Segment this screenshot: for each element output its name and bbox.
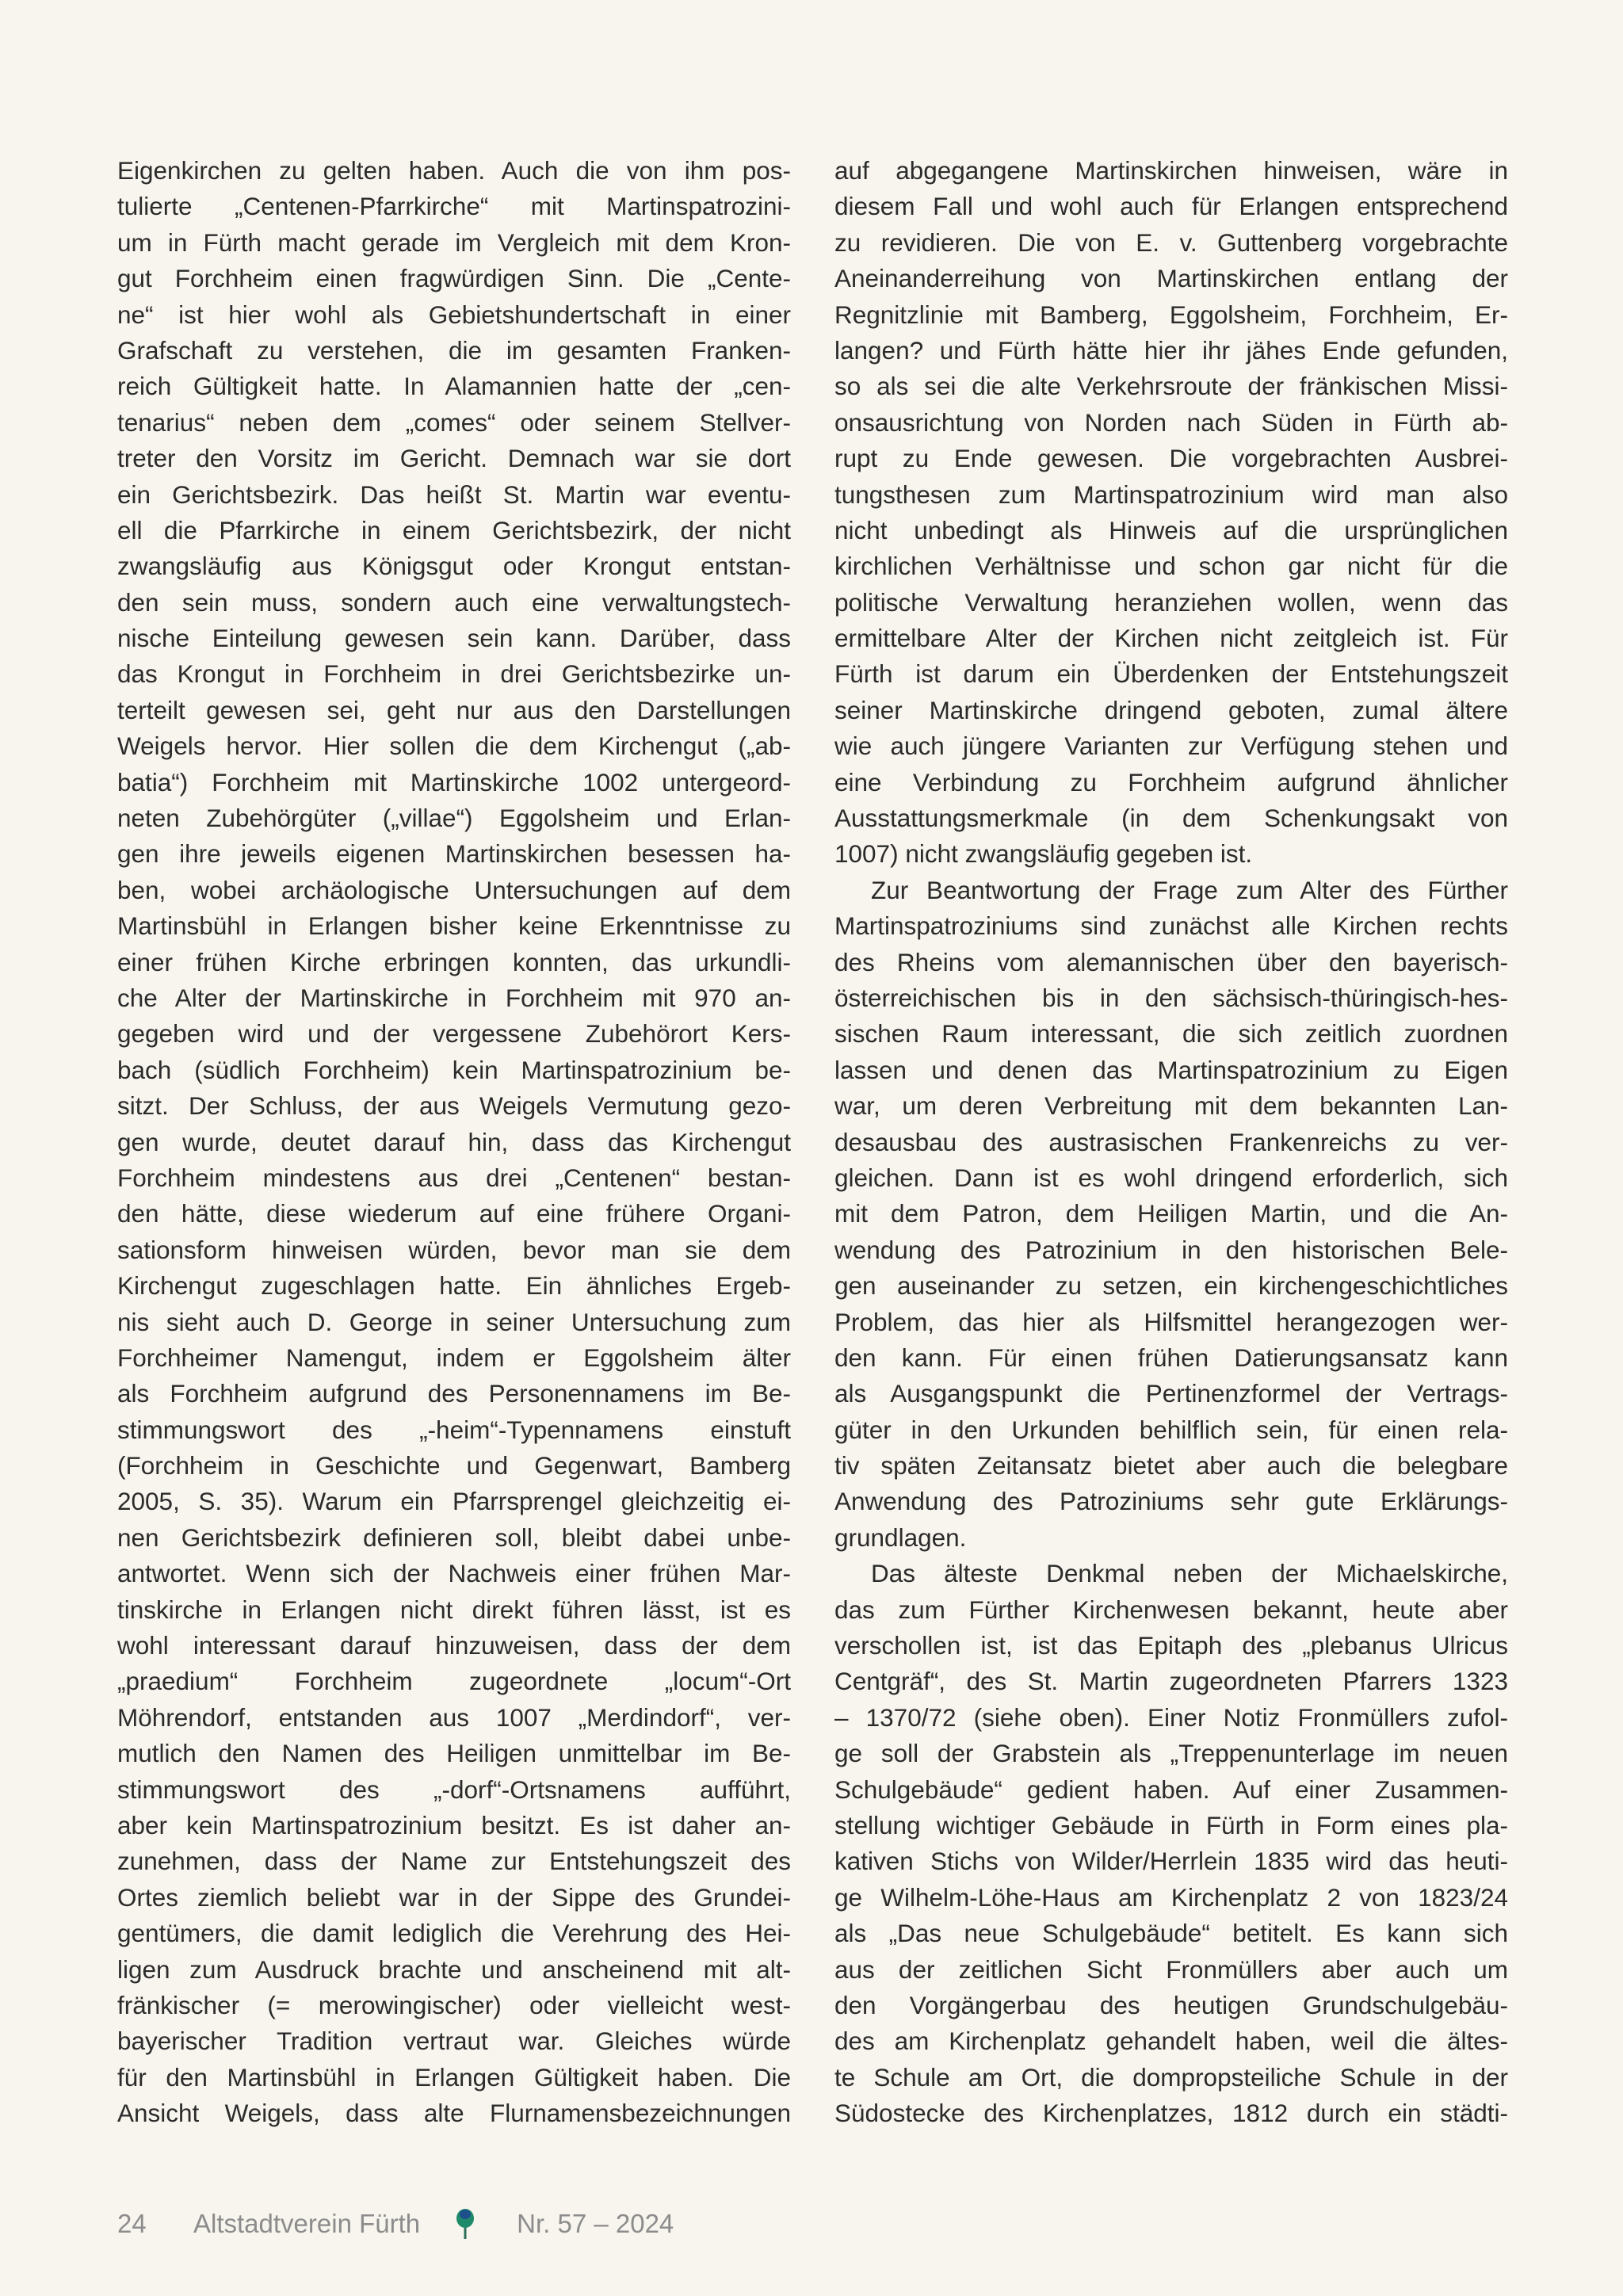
text-line: zu revidieren. Die von E. v. Guttenberg vorgebrachte xyxy=(834,227,1508,257)
text-line: güter in den Urkunden behilflich sein, für einen rela- xyxy=(834,1415,1508,1444)
text-line: reich Gültigkeit hatte. In Alamannien hatte der „cen- xyxy=(117,372,791,401)
text-line: ne“ ist hier wohl als Gebietshundertschaft in einer xyxy=(117,300,791,329)
text-line: gentümers, die damit lediglich die Verehrung des Hei- xyxy=(117,1919,791,1948)
text-line: Ausstattungsmerkmale (in dem Schenkungsakt von xyxy=(834,804,1508,833)
text-line: Fürth ist darum ein Überdenken der Entstehungszeit xyxy=(834,659,1508,689)
text-line: kativen Stichs von Wilder/Herrlein 1835 wird das heuti- xyxy=(834,1847,1508,1876)
text-line: sischen Raum interessant, die sich zeitlich zuordnen xyxy=(834,1019,1508,1049)
text-line: war, um deren Verbreitung mit dem bekannten Lan- xyxy=(834,1091,1508,1121)
text-line: Problem, das hier als Hilfsmittel herangezogen wer- xyxy=(834,1307,1508,1336)
text-line: te Schule am Ort, die dompropsteiliche Schule in der xyxy=(834,2062,1508,2092)
text-line: als Ausgangspunkt die Pertinenzformel der Vertrags- xyxy=(834,1379,1508,1408)
text-line: ge Wilhelm-Löhe-Haus am Kirchenplatz 2 von 1823/24 xyxy=(834,1882,1508,1912)
text-line: sationsform hinweisen würden, bevor man sie dem xyxy=(117,1235,791,1264)
text-line: gen auseinander zu setzen, ein kirchengeschichtliches xyxy=(834,1271,1508,1301)
text-line: Martinsbühl in Erlangen bisher keine Erkenntnisse zu xyxy=(117,911,791,941)
text-line: sitzt. Der Schluss, der aus Weigels Vermutung gezo- xyxy=(117,1091,791,1121)
text-line: 1007) nicht zwangsläufig gegeben ist. xyxy=(834,839,1253,869)
text-line: stimmungswort des „-heim“-Typennamens einstuft xyxy=(117,1415,791,1444)
text-line: stimmungswort des „-dorf“-Ortsnamens aufführt, xyxy=(117,1775,791,1804)
text-line: Forchheim mindestens aus drei „Centenen“ bestan- xyxy=(117,1163,791,1192)
text-line: che Alter der Martinskirche in Forchheim mit 970 an- xyxy=(117,983,791,1012)
text-line: politische Verwaltung heranziehen wollen, wenn das xyxy=(834,587,1508,617)
text-line: den sein muss, sondern auch eine verwaltungstech- xyxy=(117,587,791,617)
text-line: Regnitzlinie mit Bamberg, Eggolsheim, Forchheim, Er- xyxy=(834,300,1508,329)
text-line: gleichen. Dann ist es wohl dringend erforderlich, sich xyxy=(834,1163,1508,1192)
text-line: aber kein Martinspatrozinium besitzt. Es ist daher an- xyxy=(117,1810,791,1839)
text-line: – 1370/72 (siehe oben). Einer Notiz Fronmüllers zufol- xyxy=(834,1702,1508,1732)
text-line: lassen und denen das Martinspatrozinium zu Eigen xyxy=(834,1055,1508,1084)
text-line: Möhrendorf, entstanden aus 1007 „Merdindorf“, ver- xyxy=(117,1702,791,1732)
text-line: fränkischer (= merowingischer) oder vielleicht west- xyxy=(117,1990,791,2019)
text-line: ein Gerichtsbezirk. Das heißt St. Martin war eventu- xyxy=(117,479,791,509)
text-line: treter den Vorsitz im Gericht. Demnach war sie dort xyxy=(117,444,791,473)
text-line: nische Einteilung gewesen sein kann. Darüber, dass xyxy=(117,624,791,653)
text-line: mit dem Patron, dem Heiligen Martin, und die An- xyxy=(834,1199,1508,1228)
text-line: tinskirche in Erlangen nicht direkt führen lässt, ist es xyxy=(117,1595,791,1624)
text-line: ell die Pfarrkirche in einem Gerichtsbezirk, der nicht xyxy=(117,515,791,544)
text-line: Schulgebäude“ gedient haben. Auf einer Zusammen- xyxy=(834,1775,1508,1804)
text-line: Das älteste Denkmal neben der Michaelskirche, xyxy=(871,1559,1508,1588)
text-line: Centgräf“, des St. Martin zugeordneten Pfarrers 1323 xyxy=(834,1667,1508,1696)
text-line: den hätte, diese wiederum auf eine frühere Organi- xyxy=(117,1199,791,1228)
text-line: ermittelbare Alter der Kirchen nicht zeitgleich ist. Für xyxy=(834,624,1508,653)
publication-name: Altstadtverein Fürth xyxy=(193,2209,421,2238)
text-line: rupt zu Ende gewesen. Die vorgebrachten Ausbrei- xyxy=(834,444,1508,473)
text-line: gegeben wird und der vergessene Zubehörort Kers- xyxy=(117,1019,791,1049)
text-line: einer frühen Kirche erbringen konnten, das urkundli- xyxy=(117,947,791,976)
text-line: gen wurde, deutet darauf hin, dass das Kirchengut xyxy=(117,1127,791,1156)
text-line: gut Forchheim einen fragwürdigen Sinn. Die „Cente- xyxy=(117,264,791,293)
text-line: Weigels hervor. Hier sollen die dem Kirchengut („ab- xyxy=(117,732,791,761)
text-line: tenarius“ neben dem „comes“ oder seinem Stellver- xyxy=(117,407,791,437)
text-line: eine Verbindung zu Forchheim aufgrund ähnlicher xyxy=(834,767,1508,797)
text-line: kirchlichen Verhältnisse und schon gar nicht für die xyxy=(834,552,1508,581)
text-line: zwangsläufig aus Königsgut oder Krongut entstan- xyxy=(117,552,791,581)
text-line: als „Das neue Schulgebäude“ betitelt. Es kann sich xyxy=(834,1919,1508,1948)
text-line: ge soll der Grabstein als „Treppenunterlage im neuen xyxy=(834,1739,1508,1768)
text-line: ben, wobei archäologische Untersuchungen auf dem xyxy=(117,875,791,904)
text-line: als Forchheim aufgrund des Personennamens im Be- xyxy=(117,1379,791,1408)
text-line: bayerischer Tradition vertraut war. Gleiches würde xyxy=(117,2027,791,2056)
text-line: antwortet. Wenn sich der Nachweis einer frühen Mar- xyxy=(117,1559,791,1588)
page-footer xyxy=(117,2205,674,2243)
text-line: das zum Fürther Kirchenwesen bekannt, heute aber xyxy=(834,1595,1508,1624)
text-line: seiner Martinskirche dringend geboten, zumal ältere xyxy=(834,695,1508,724)
text-line: Ortes ziemlich beliebt war in der Sippe des Grundei- xyxy=(117,1882,791,1912)
text-column-right xyxy=(834,153,1508,2131)
text-line: aus der zeitlichen Sicht Fronmüllers aber auch um xyxy=(834,1954,1508,1984)
text-line: bach (südlich Forchheim) kein Martinspatrozinium be- xyxy=(117,1055,791,1084)
text-line: zunehmen, dass der Name zur Entstehungszeit des xyxy=(117,1847,791,1876)
page-number: 24 xyxy=(117,2209,147,2238)
text-line: ligen zum Ausdruck brachte und anscheinend mit alt- xyxy=(117,1954,791,1984)
text-line: diesem Fall und wohl auch für Erlangen entsprechend xyxy=(834,192,1508,221)
text-line: tungsthesen zum Martinspatrozinium wird man also xyxy=(834,479,1508,509)
text-line: „praedium“ Forchheim zugeordnete „locum“-Ort xyxy=(117,1667,791,1696)
text-line: langen? und Fürth hätte hier ihr jähes Ende gefunden, xyxy=(834,335,1508,365)
text-line: tulierte „Centenen-Pfarrkirche“ mit Martinspatrozini- xyxy=(117,192,791,221)
text-line: für den Martinsbühl in Erlangen Gültigkeit haben. Die xyxy=(117,2062,791,2092)
text-line: mutlich den Namen des Heiligen unmittelbar im Be- xyxy=(117,1739,791,1768)
text-line: Ansicht Weigels, dass alte Flurnamensbezeichnungen xyxy=(117,2099,791,2128)
tree-icon xyxy=(453,2208,477,2240)
text-line: Forchheimer Namengut, indem er Eggolsheim älter xyxy=(117,1343,791,1372)
text-line: desausbau des austrasischen Frankenreichs zu ver- xyxy=(834,1127,1508,1156)
text-line: nicht unbedingt als Hinweis auf die ursprünglichen xyxy=(834,515,1508,544)
text-line: tiv späten Zeitansatz bietet aber auch die belegbare xyxy=(834,1451,1508,1480)
text-line: Eigenkirchen zu gelten haben. Auch die von ihm pos- xyxy=(117,156,791,185)
text-line: terteilt gewesen sei, geht nur aus den Darstellungen xyxy=(117,695,791,724)
text-line: Kirchengut zugeschlagen hatte. Ein ähnliches Ergeb- xyxy=(117,1271,791,1301)
text-line: nen Gerichtsbezirk definieren soll, bleibt dabei unbe- xyxy=(117,1522,791,1552)
text-line: gen ihre jeweils eigenen Martinskirchen besessen ha- xyxy=(117,839,791,869)
text-line: verschollen ist, ist das Epitaph des „plebanus Ulricus xyxy=(834,1631,1508,1660)
text-line: das Krongut in Forchheim in drei Gerichtsbezirke un- xyxy=(117,659,791,689)
text-line: neten Zubehörgüter („villae“) Eggolsheim und Erlan- xyxy=(117,804,791,833)
text-line: (Forchheim in Geschichte und Gegenwart, Bamberg xyxy=(117,1451,791,1480)
text-line: batia“) Forchheim mit Martinskirche 1002 untergeord- xyxy=(117,767,791,797)
text-line: auf abgegangene Martinskirchen hinweisen, wäre in xyxy=(834,156,1508,185)
text-line: grundlagen. xyxy=(834,1522,967,1552)
text-line: Martinspatroziniums sind zunächst alle Kirchen rechts xyxy=(834,911,1508,941)
text-line: um in Fürth macht gerade im Vergleich mit dem Kron- xyxy=(117,227,791,257)
text-line: Anwendung des Patroziniums sehr gute Erklärungs- xyxy=(834,1487,1508,1516)
text-line: österreichischen bis in den sächsisch-thüringisch-hes- xyxy=(834,983,1508,1012)
text-line: wie auch jüngere Varianten zur Verfügung stehen und xyxy=(834,732,1508,761)
issue-number: Nr. 57 – 2024 xyxy=(517,2209,674,2238)
text-line: onsausrichtung von Norden nach Süden in Fürth ab- xyxy=(834,407,1508,437)
text-line: nis sieht auch D. George in seiner Untersuchung zum xyxy=(117,1307,791,1336)
text-line: wohl interessant darauf hinzuweisen, dass der dem xyxy=(117,1631,791,1660)
text-line: den Vorgängerbau des heutigen Grundschulgebäu- xyxy=(834,1990,1508,2019)
text-line: den kann. Für einen frühen Datierungsansatz kann xyxy=(834,1343,1508,1372)
text-line: stellung wichtiger Gebäude in Fürth in Form eines pla- xyxy=(834,1810,1508,1839)
text-line: so als sei die alte Verkehrsroute der fränkischen Missi- xyxy=(834,372,1508,401)
text-line: Grafschaft zu verstehen, die im gesamten Franken- xyxy=(117,335,791,365)
text-line: des Rheins vom alemannischen über den bayerisch- xyxy=(834,947,1508,976)
text-line: Zur Beantwortung der Frage zum Alter des Fürther xyxy=(871,875,1508,904)
text-line: des am Kirchenplatz gehandelt haben, weil die ältes- xyxy=(834,2027,1508,2056)
text-line: Südostecke des Kirchenplatzes, 1812 durch ein städti- xyxy=(834,2099,1508,2128)
text-line: Aneinanderreihung von Martinskirchen entlang der xyxy=(834,264,1508,293)
text-column-left xyxy=(117,153,791,2131)
text-line: 2005, S. 35). Warum ein Pfarrsprengel gleichzeitig ei- xyxy=(117,1487,791,1516)
text-line: wendung des Patrozinium in den historischen Bele- xyxy=(834,1235,1508,1264)
